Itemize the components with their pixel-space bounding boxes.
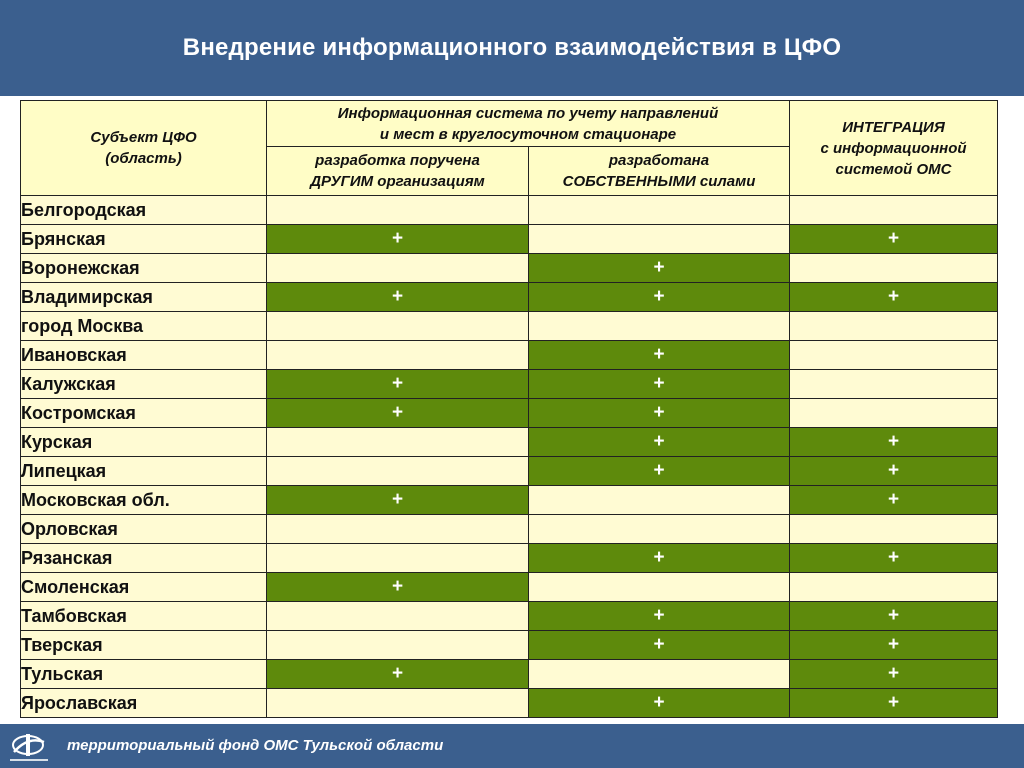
cell-others — [267, 283, 529, 312]
cell-own — [529, 573, 790, 602]
cell-own — [529, 283, 790, 312]
region-name: Курская — [21, 428, 267, 457]
region-name: Тульская — [21, 660, 267, 689]
table-row — [21, 196, 998, 225]
plus-mark: + — [653, 257, 665, 278]
header-subject: Субъект ЦФО (область) — [21, 101, 267, 196]
table-body — [21, 196, 998, 718]
cell-integration — [790, 631, 998, 660]
header-integration: ИНТЕГРАЦИЯ с информационной системой ОМС — [790, 101, 998, 196]
header-own: разработана СОБСТВЕННЫМИ силами — [529, 147, 790, 196]
table-row — [21, 341, 998, 370]
cell-integration — [790, 602, 998, 631]
plus-mark: + — [887, 431, 900, 452]
cell-others — [267, 341, 529, 370]
title-bar — [0, 0, 1024, 96]
cell-own — [529, 428, 790, 457]
cell-integration — [790, 196, 998, 225]
cell-integration — [790, 573, 998, 602]
cell-own — [529, 341, 790, 370]
cell-own — [529, 312, 790, 341]
cell-others — [267, 428, 529, 457]
plus-mark: + — [391, 663, 404, 684]
region-name: Рязанская — [21, 544, 267, 573]
region-name: Липецкая — [21, 457, 267, 486]
plus-mark: + — [391, 402, 404, 423]
table-row — [21, 225, 998, 254]
cell-others — [267, 486, 529, 515]
region-name: Белгородская — [21, 196, 267, 225]
plus-mark: + — [887, 692, 900, 713]
plus-mark: + — [653, 286, 665, 307]
plus-mark: + — [887, 605, 900, 626]
footer-text: территориальный фонд ОМС Тульской области — [67, 737, 444, 754]
cell-own — [529, 399, 790, 428]
cell-others — [267, 254, 529, 283]
region-name: Ярославская — [21, 689, 267, 718]
cell-own — [529, 370, 790, 399]
cell-integration — [790, 312, 998, 341]
cell-own — [529, 602, 790, 631]
region-name: Калужская — [21, 370, 267, 399]
region-name: Воронежская — [21, 254, 267, 283]
cell-others — [267, 457, 529, 486]
cell-others — [267, 225, 529, 254]
cell-others — [267, 196, 529, 225]
region-name: город Москва — [21, 312, 267, 341]
plus-mark: + — [653, 373, 665, 394]
cell-own — [529, 196, 790, 225]
region-name: Смоленская — [21, 573, 267, 602]
cell-others — [267, 602, 529, 631]
table-row — [21, 399, 998, 428]
header-system-group: Информационная система по учету направлений и мест в круглосуточном стационаре — [267, 101, 790, 147]
region-name: Тверская — [21, 631, 267, 660]
cell-others — [267, 631, 529, 660]
cell-others — [267, 399, 529, 428]
region-name: Брянская — [21, 225, 267, 254]
plus-mark: + — [653, 344, 665, 365]
table-row — [21, 573, 998, 602]
plus-mark: + — [391, 489, 404, 510]
region-name: Владимирская — [21, 283, 267, 312]
region-name: Тамбовская — [21, 602, 267, 631]
page-title: Внедрение информационного взаимодействия в ЦФО — [182, 34, 842, 61]
plus-mark: + — [887, 489, 900, 510]
table-row — [21, 689, 998, 718]
cell-integration — [790, 225, 998, 254]
cell-others — [267, 544, 529, 573]
plus-mark: + — [391, 286, 404, 307]
footer-bar — [0, 724, 1024, 768]
plus-mark: + — [887, 286, 900, 307]
table-row — [21, 370, 998, 399]
cell-own — [529, 660, 790, 689]
regions-table — [20, 100, 998, 718]
table-row — [21, 486, 998, 515]
plus-mark: + — [391, 576, 404, 597]
cell-integration — [790, 428, 998, 457]
plus-mark: + — [653, 547, 665, 568]
plus-mark: + — [653, 431, 665, 452]
header-others: разработка поручена ДРУГИМ организациям — [267, 147, 529, 196]
cell-integration — [790, 689, 998, 718]
cell-own — [529, 457, 790, 486]
region-name: Костромская — [21, 399, 267, 428]
table-row — [21, 312, 998, 341]
table-row — [21, 660, 998, 689]
cell-integration — [790, 544, 998, 573]
cell-integration — [790, 254, 998, 283]
cell-others — [267, 689, 529, 718]
cell-integration — [790, 515, 998, 544]
cell-own — [529, 631, 790, 660]
table-row — [21, 515, 998, 544]
cell-integration — [790, 341, 998, 370]
region-name: Орловская — [21, 515, 267, 544]
table-row — [21, 428, 998, 457]
cell-own — [529, 544, 790, 573]
plus-mark: + — [887, 634, 900, 655]
cell-others — [267, 573, 529, 602]
plus-mark: + — [391, 228, 404, 249]
cell-integration — [790, 399, 998, 428]
cell-others — [267, 515, 529, 544]
omc-logo-icon — [6, 728, 54, 766]
plus-mark: + — [887, 663, 900, 684]
plus-mark: + — [887, 460, 900, 481]
cell-integration — [790, 486, 998, 515]
plus-mark: + — [391, 373, 404, 394]
plus-mark: + — [653, 460, 665, 481]
cell-integration — [790, 660, 998, 689]
cell-others — [267, 660, 529, 689]
cell-integration — [790, 370, 998, 399]
plus-mark: + — [653, 634, 665, 655]
cell-others — [267, 312, 529, 341]
cell-own — [529, 254, 790, 283]
plus-mark: + — [887, 228, 900, 249]
table-row — [21, 283, 998, 312]
cell-integration — [790, 283, 998, 312]
region-name: Ивановская — [21, 341, 267, 370]
table-row — [21, 544, 998, 573]
table-row — [21, 457, 998, 486]
cell-own — [529, 486, 790, 515]
region-name: Московская обл. — [21, 486, 267, 515]
table-row — [21, 631, 998, 660]
table-row — [21, 602, 998, 631]
plus-mark: + — [653, 692, 665, 713]
cell-own — [529, 515, 790, 544]
cell-integration — [790, 457, 998, 486]
plus-mark: + — [653, 402, 665, 423]
cell-own — [529, 225, 790, 254]
table-row — [21, 254, 998, 283]
plus-mark: + — [653, 605, 665, 626]
cell-own — [529, 689, 790, 718]
plus-mark: + — [887, 547, 900, 568]
cell-others — [267, 370, 529, 399]
